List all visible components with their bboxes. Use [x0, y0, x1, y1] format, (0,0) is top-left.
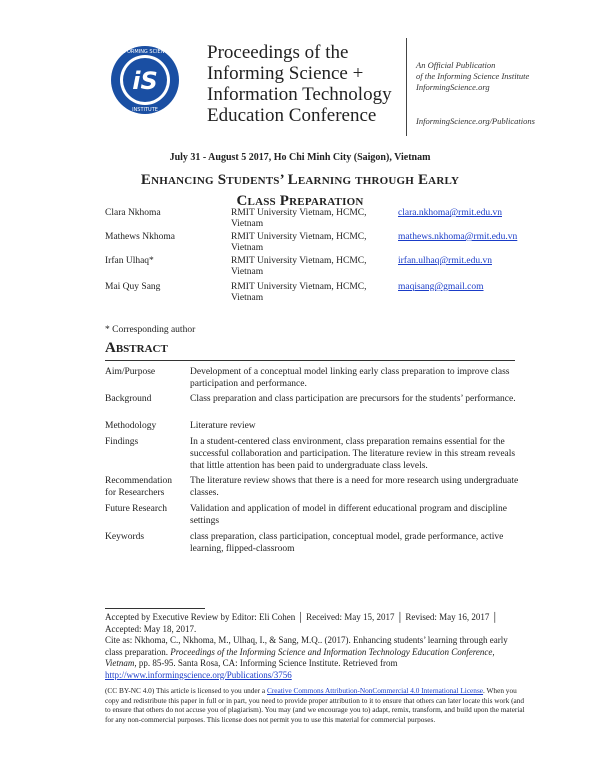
footer-rule [105, 608, 205, 609]
author-affiliation: RMIT University Vietnam, HCMC, Vietnam [231, 232, 367, 253]
title-line: Enhancing Students’ Learning through Early [140, 172, 460, 188]
abstract-label: Methodology [105, 421, 157, 431]
abstract-label: Recommendation for Researchers [105, 476, 173, 498]
author-affiliation: RMIT University Vietnam, HCMC, Vietnam [231, 282, 367, 303]
abstract-text: Validation and application of model in different educational program and discipline settings [190, 504, 507, 526]
conference-line: Education Conference [207, 105, 377, 126]
license-note [105, 686, 525, 724]
abstract-label: Keywords [105, 532, 145, 542]
publication-note [416, 60, 529, 93]
acceptance-note: Accepted by Executive Review by Editor: Eli Cohen │ Received: May 15, 2017 │ Revised: May 16, 2017 │ Accepted: May 18, 2017. [105, 612, 499, 634]
header-divider [406, 38, 407, 136]
abstract-text: Literature review [190, 421, 256, 431]
abstract-label: Future Research [105, 504, 167, 514]
author-affiliation: RMIT University Vietnam, HCMC, Vietnam [231, 256, 367, 277]
logo-ring-bottom: INSTITUTE [132, 107, 158, 113]
abstract-label: Background [105, 394, 152, 404]
author-email-link[interactable]: clara.nkhoma@rmit.edu.vn [398, 208, 502, 218]
citation [105, 635, 525, 681]
abstract-rule-top [105, 360, 515, 361]
abstract-label: Findings [105, 437, 139, 447]
author-email-link[interactable]: mathews.nkhoma@rmit.edu.vn [398, 232, 518, 242]
citation-url-link[interactable]: http://www.informingscience.org/Publications/3756 [105, 669, 292, 680]
author-name: Irfan Ulhaq* [105, 256, 154, 266]
license-suffix: . When you copy and redistribute this paper in full or in part, you need to provide proper attribution to it to ensure that others can later locate this work (and to ensure that others do not accuse you of plagiarism). You may (and we encourage you to) adapt, remix, transform, and build upon the material for any non-commercial purposes. This license does not permit you to use this material for commercial purposes. [105, 686, 525, 724]
logo-text: iS [132, 67, 158, 95]
abstract-text: Development of a conceptual model linking early class preparation to improve class participation and performance. [190, 367, 510, 389]
publication-line: An Official Publication [416, 60, 496, 70]
abstract-heading: Abstract [105, 340, 168, 356]
conference-line: Informing Science + [207, 63, 364, 84]
paper-title [60, 170, 540, 212]
publications-site: InformingScience.org/Publications [416, 116, 535, 126]
publication-line: of the Informing Science Institute [416, 71, 530, 81]
title-line: Class Preparation [236, 193, 364, 209]
publication-line: InformingScience.org [416, 82, 490, 92]
conference-line: Information Technology [207, 84, 392, 105]
corresponding-note: * Corresponding author [105, 325, 196, 335]
abstract-text: class preparation, class participation, conceptual model, grade performance, active learning, flipped-classroom [190, 532, 504, 554]
citation-suffix: pp. 85-95. Santa Rosa, CA: Informing Science Institute. Retrieved from [138, 658, 398, 668]
license-link[interactable]: Creative Commons Attribution-NonCommercial 4.0 International License [267, 686, 484, 695]
author-email-link[interactable]: maqisang@gmail.com [398, 282, 484, 292]
abstract-label: Aim/Purpose [105, 367, 156, 377]
author-name: Clara Nkhoma [105, 208, 161, 218]
author-affiliation: RMIT University Vietnam, HCMC, Vietnam [231, 208, 367, 229]
conference-title [207, 42, 407, 126]
conference-line: Proceedings of the [207, 42, 349, 63]
logo-ring-top: INFORMING SCIENCE [118, 49, 172, 55]
author-name: Mathews Nkhoma [105, 232, 175, 242]
citation-prefix: Cite as: Nkhoma, C., Nkhoma, M., Ulhaq, I., & Sang, M.Q.. (2017). Enhancing students’ learning through early class preparation. [105, 635, 508, 657]
date-location: July 31 - August 5 2017, Ho Chi Minh City (Saigon), Vietnam [169, 152, 431, 163]
license-prefix: (CC BY-NC 4.0) This article is licensed to you under a [105, 686, 266, 695]
informing-science-logo-icon [110, 45, 180, 115]
abstract-text: Class preparation and class participation are precursors for the students’ performance. [190, 394, 516, 404]
author-email-link[interactable]: irfan.ulhaq@rmit.edu.vn [398, 256, 492, 266]
author-name: Mai Quy Sang [105, 282, 161, 292]
citation-proceedings: Proceedings of the Informing Science and Information Technology Education Conference, Vietnam, [105, 646, 495, 668]
abstract-text: The literature review shows that there is a need for more research using undergraduate classes. [190, 476, 519, 498]
abstract-text: In a student-centered class environment, class preparation remains essential for the successful collaboration and participation. The literature review in this stream reveals that little attention has been paid to undergraduate class levels. [190, 437, 516, 471]
